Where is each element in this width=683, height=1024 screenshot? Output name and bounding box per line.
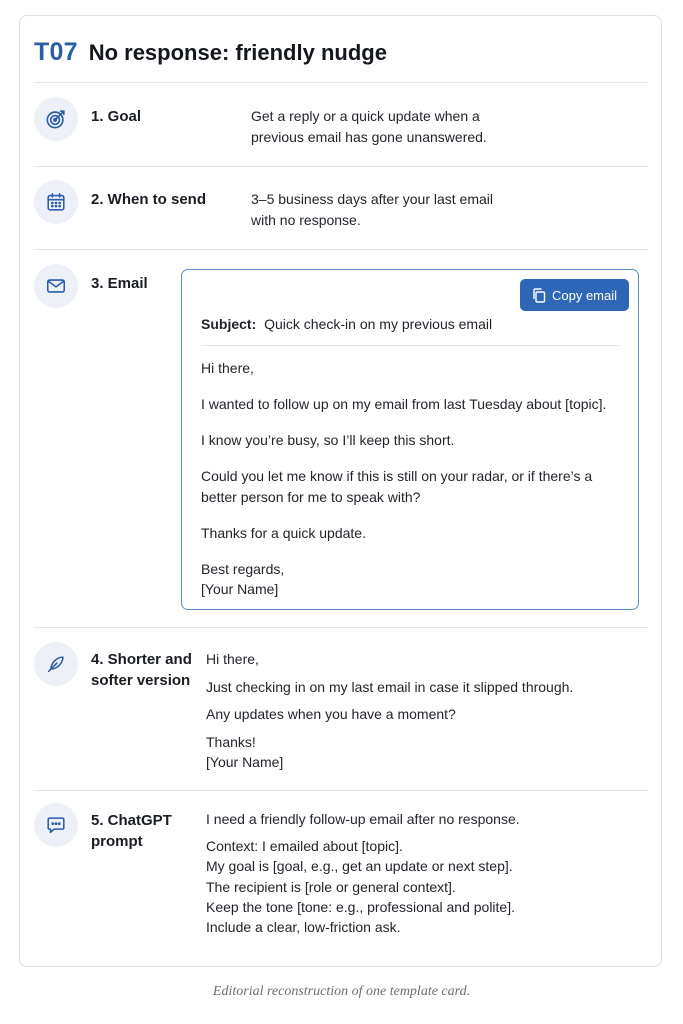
subject-row [201,314,492,334]
calendar-icon [34,180,78,224]
section-label: 3. Email [91,275,148,292]
body-line: My goal is [goal, e.g., get an update or next step]. [206,858,513,875]
label-line: 4. Shorter and [91,651,192,668]
email-body [201,358,626,615]
label-line: 5. ChatGPT [91,812,172,829]
email-divider [201,345,619,346]
divider [34,166,648,167]
envelope-icon [34,264,78,308]
body-line: Hi there, [206,651,259,667]
email-paragraph: Thanks for a quick update. [201,524,366,541]
body-line: Keep the tone [tone: e.g., professional and polite]. [206,898,515,915]
email-paragraph: Hi there, [201,360,254,376]
body-line: previous email has gone unanswered. [251,129,487,145]
divider [34,790,648,791]
section-body [251,106,487,148]
body-line: I need a friendly follow-up email after no response. [206,811,520,827]
body-line: 3–5 business days after your last email [251,191,494,207]
copy-icon [532,288,546,303]
email-paragraph: Could you let me know if this is still on your radar, or if there’s a better person for me to speak with? [201,468,593,505]
figure-caption: Editorial reconstruction of one template card. [212,984,471,999]
divider [34,82,648,83]
chat-bubble-icon [34,803,78,847]
email-signature: [Your Name] [201,581,279,597]
body-line: [Your Name] [206,754,284,770]
feather-pen-icon [34,642,78,686]
body-line: Just checking in on my last email in case it slipped through. [206,678,574,695]
body-line: with no response. [251,212,361,228]
section-label [91,810,172,852]
divider [34,627,648,628]
section-label [91,649,192,691]
body-line: Get a reply or a quick update when a [251,108,480,124]
copy-email-button[interactable] [520,279,629,311]
email-signoff: Best regards, [201,560,285,577]
label-line: softer version [91,672,191,689]
target-icon [34,97,78,141]
section-body [206,649,573,773]
copy-button-label: Copy email [551,287,618,303]
body-line: The recipient is [role or general context]. [206,878,456,895]
card-title: No response: friendly nudge [88,40,387,65]
body-line: Context: I emailed about [topic]. [206,838,403,855]
label-line: prompt [91,833,143,850]
template-code: T07 [34,38,78,66]
card-header [34,38,387,70]
section-body [206,809,520,937]
body-line: Include a clear, low-friction ask. [206,919,401,936]
section-body [251,189,493,231]
email-template-box [181,269,639,610]
section-label: 1. Goal [91,108,142,125]
subject-label: Subject: [201,316,257,332]
section-label: 2. When to send [91,191,207,208]
body-line: Any updates when you have a moment? [206,706,456,722]
body-line: Thanks! [206,733,256,750]
subject-text: Quick check-in on my previous email [264,316,493,332]
email-paragraph: I know you’re busy, so I’ll keep this short. [201,432,455,448]
divider [34,249,648,250]
email-paragraph: I wanted to follow up on my email from last Tuesday about [topic]. [201,396,607,412]
template-card [19,15,662,967]
